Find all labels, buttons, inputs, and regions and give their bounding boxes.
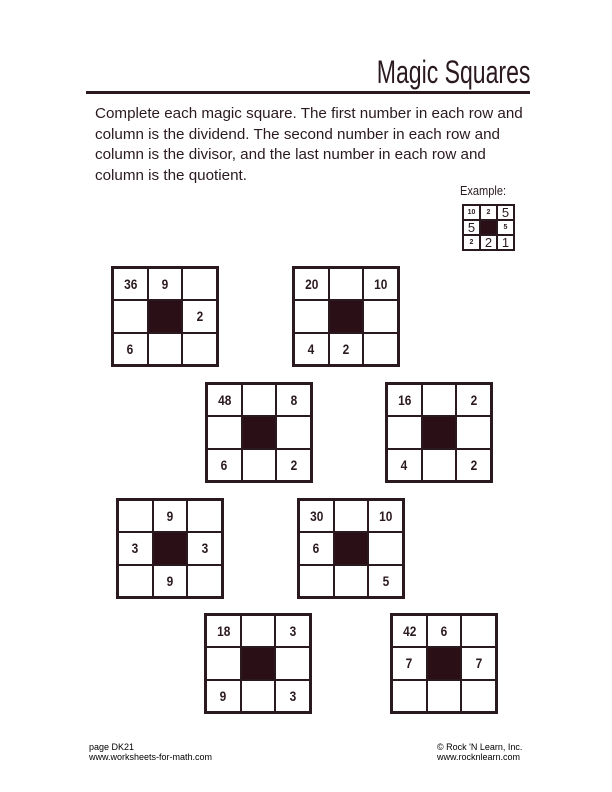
answer-cell[interactable]	[118, 565, 153, 597]
answer-cell[interactable]	[148, 333, 183, 365]
copyright: © Rock 'N Learn, Inc.	[437, 742, 523, 752]
center-block	[153, 532, 188, 564]
given-cell	[275, 615, 310, 647]
center-block	[329, 300, 364, 332]
answer-cell[interactable]	[242, 449, 277, 481]
answer-cell[interactable]	[363, 300, 398, 332]
given-cell	[368, 500, 403, 532]
answer-cell[interactable]	[368, 532, 403, 564]
answer-cell[interactable]	[363, 333, 398, 365]
answer-cell[interactable]	[329, 268, 364, 300]
cell-value: 2	[196, 308, 203, 325]
title-underline	[86, 91, 530, 94]
title-banner	[86, 52, 530, 94]
cell-value: 6	[127, 340, 134, 357]
center-block	[334, 532, 369, 564]
cell-value: 9	[166, 508, 174, 525]
given-cell	[182, 300, 217, 332]
given-cell	[294, 333, 329, 365]
magic-square-3	[205, 382, 313, 483]
cell-value: 6	[440, 623, 448, 640]
answer-cell[interactable]	[182, 333, 217, 365]
given-cell	[276, 449, 311, 481]
cell-value: 4	[401, 456, 408, 473]
cell-value: 4	[308, 340, 315, 357]
cell-value: 9	[166, 572, 174, 589]
cell-value: 7	[406, 655, 413, 672]
given-cell	[387, 384, 422, 416]
magic-square-2	[292, 266, 400, 367]
answer-cell[interactable]	[187, 500, 222, 532]
answer-cell[interactable]	[422, 449, 457, 481]
given-cell	[427, 615, 462, 647]
given-cell	[113, 333, 148, 365]
answer-cell[interactable]	[387, 416, 422, 448]
given-cell	[329, 333, 364, 365]
given-cell	[299, 532, 334, 564]
answer-cell[interactable]	[334, 500, 369, 532]
given-cell	[275, 680, 310, 712]
given-cell	[299, 500, 334, 532]
cell-value: 16	[397, 392, 411, 409]
magic-square-4	[385, 382, 493, 483]
answer-cell[interactable]	[461, 680, 496, 712]
magic-square-5	[116, 498, 224, 599]
center-block	[241, 647, 276, 679]
example-cell: 1	[497, 235, 514, 250]
cell-value: 18	[216, 623, 230, 640]
example-box	[460, 183, 514, 250]
center-block	[242, 416, 277, 448]
site-link-left[interactable]: www.worksheets-for-math.com	[89, 752, 213, 762]
cell-value: 10	[379, 508, 393, 525]
cell-value: 20	[304, 276, 318, 293]
given-cell	[153, 500, 188, 532]
answer-cell[interactable]	[275, 647, 310, 679]
answer-cell[interactable]	[118, 500, 153, 532]
given-cell	[368, 565, 403, 597]
cell-value: 3	[289, 687, 296, 704]
cell-value: 5	[382, 572, 389, 589]
example-cell: 5	[463, 220, 480, 235]
example-center-block	[480, 220, 497, 235]
example-label: Example:	[460, 183, 507, 198]
cell-value: 30	[309, 508, 323, 525]
answer-cell[interactable]	[242, 384, 277, 416]
cell-value: 3	[132, 540, 139, 557]
page-number: page DK21	[89, 742, 135, 752]
given-cell	[363, 268, 398, 300]
answer-cell[interactable]	[392, 680, 427, 712]
cell-value: 3	[201, 540, 208, 557]
example-cell: 2	[463, 235, 480, 250]
answer-cell[interactable]	[299, 565, 334, 597]
given-cell	[456, 449, 491, 481]
cell-value: 2	[342, 340, 350, 357]
cell-value: 3	[289, 623, 296, 640]
answer-cell[interactable]	[187, 565, 222, 597]
example-cell: 5	[497, 205, 514, 220]
example-cell: 10	[463, 205, 480, 220]
center-block	[148, 300, 183, 332]
answer-cell[interactable]	[182, 268, 217, 300]
given-cell	[187, 532, 222, 564]
site-link-right[interactable]: www.rocknlearn.com	[437, 752, 521, 762]
answer-cell[interactable]	[241, 615, 276, 647]
given-cell	[387, 449, 422, 481]
example-cell: 2	[480, 205, 497, 220]
given-cell	[276, 384, 311, 416]
cell-value: 48	[217, 392, 231, 409]
answer-cell[interactable]	[276, 416, 311, 448]
answer-cell[interactable]	[427, 680, 462, 712]
answer-cell[interactable]	[456, 416, 491, 448]
answer-cell[interactable]	[206, 647, 241, 679]
cell-value: 7	[475, 655, 482, 672]
answer-cell[interactable]	[334, 565, 369, 597]
given-cell	[148, 268, 183, 300]
answer-cell[interactable]	[422, 384, 457, 416]
given-cell	[456, 384, 491, 416]
magic-square-7	[204, 613, 312, 714]
cell-value: 9	[161, 276, 169, 293]
answer-cell[interactable]	[461, 615, 496, 647]
cell-value: 2	[470, 392, 477, 409]
cell-value: 9	[220, 687, 227, 704]
cell-value: 6	[221, 456, 228, 473]
cell-value: 6	[313, 540, 320, 557]
cell-value: 2	[470, 456, 477, 473]
answer-cell[interactable]	[294, 300, 329, 332]
cell-value: 8	[290, 392, 297, 409]
instructions: Complete each magic square. The first number in each row and column is the dividend. The second number in each row and column is the divisor, and the last number in each row and column is the quotient.	[95, 105, 523, 184]
given-cell	[206, 615, 241, 647]
footer-left	[89, 742, 212, 762]
given-cell	[113, 268, 148, 300]
center-block	[422, 416, 457, 448]
cell-value: 36	[123, 276, 137, 293]
cell-value: 10	[374, 276, 388, 293]
answer-cell[interactable]	[113, 300, 148, 332]
cell-value: 42	[402, 623, 416, 640]
answer-cell[interactable]	[207, 416, 242, 448]
magic-square-8	[390, 613, 498, 714]
given-cell	[153, 565, 188, 597]
given-cell	[118, 532, 153, 564]
given-cell	[294, 268, 329, 300]
magic-square-1	[111, 266, 219, 367]
given-cell	[392, 615, 427, 647]
answer-cell[interactable]	[241, 680, 276, 712]
given-cell	[206, 680, 241, 712]
center-block	[427, 647, 462, 679]
footer-right	[437, 742, 522, 762]
magic-square-6	[297, 498, 405, 599]
example-cell: 2	[480, 235, 497, 250]
example-grid	[462, 204, 515, 251]
given-cell	[207, 384, 242, 416]
example-cell: 5	[497, 220, 514, 235]
given-cell	[207, 449, 242, 481]
cell-value: 2	[290, 456, 297, 473]
given-cell	[461, 647, 496, 679]
given-cell	[392, 647, 427, 679]
page-title: Magic Squares	[376, 54, 530, 90]
